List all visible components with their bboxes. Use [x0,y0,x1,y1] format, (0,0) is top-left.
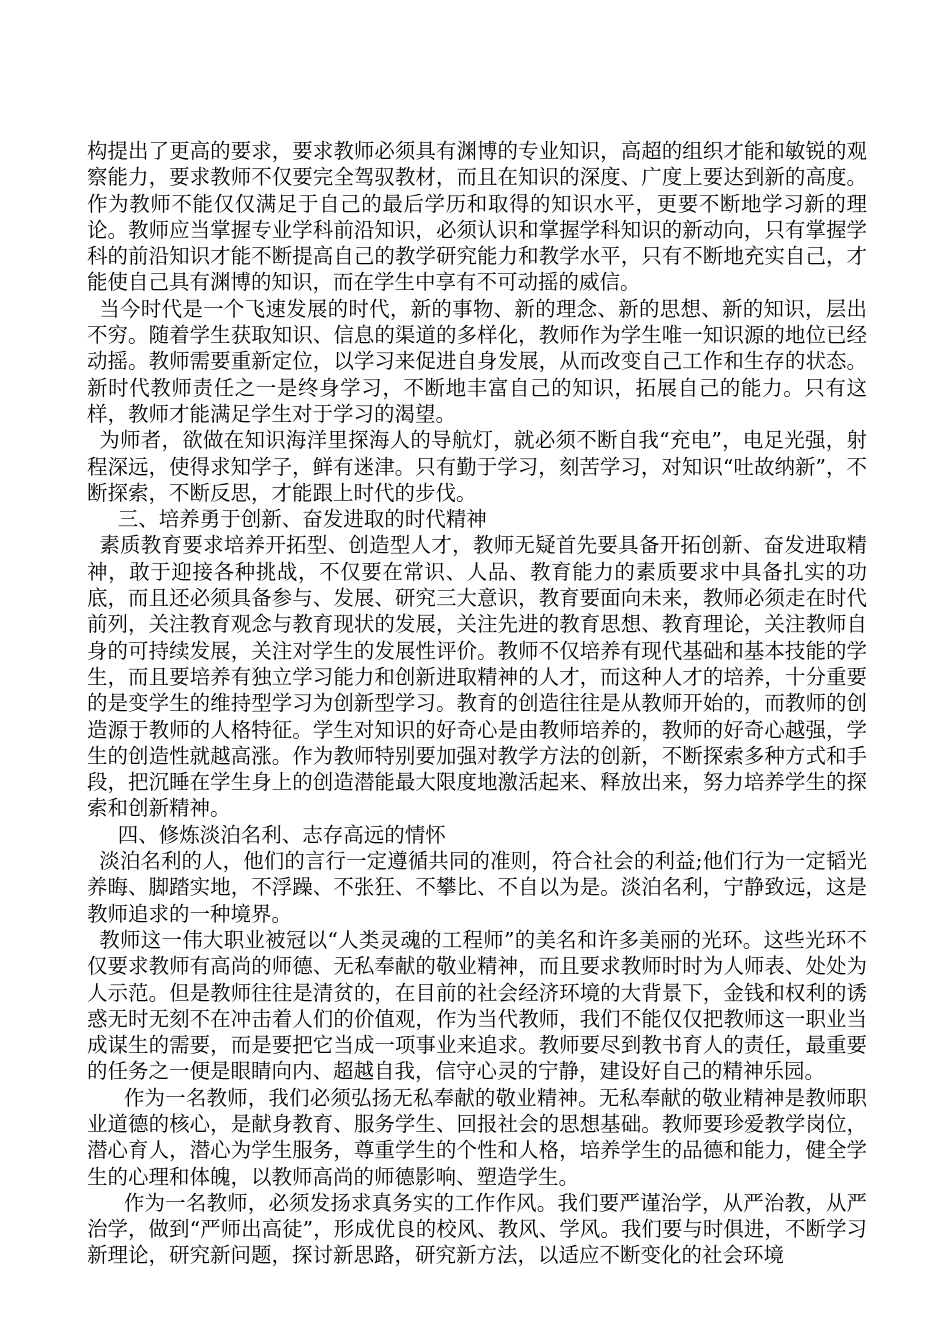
section-heading-indifference-to-fame: 四、修炼淡泊名利、志存高远的情怀 [117,822,446,847]
paragraph-pragmatic-work-style: 作为一名教师，必须发扬求真务实的工作作风。我们要严谨治学，从严治教，从严治学，做到“严师出高徒”，形成优良的校风、教风、学风。我们要与时俱进，不断学习新理论，研究新问题，探讨新思路，研究新方法，以适应不断变化的社会环境 [87,1190,867,1268]
paragraph-quality-education: 素质教育要求培养开拓型、创造型人才，教师无疑首先要具备开拓创新、奋发进取精神，敢于迎接各种挑战，不仅要在常识、人品、教育能力的素质要求中具备扎实的功底，而且还必须具备参与、发展、研究三大意识，教育要面向未来，教师必须走在时代前列，关注教育观念与教育现状的发展，关注先进的教育思想、教育理论，关注教师自身的可持续发展，关注对学生的发展性评价。教师不仅培养有现代基础和基本技能的学生，而且要培养有独立学习能力和创新进取精神的人才，而这种人才的培养，十分重要的是变学生的维持型学习为创新型学习。教育的创造往往是从教师开始的，而教师的创造源于教师的人格特征。学生对知识的好奇心是由教师培养的，教师的好奇心越强，学生的创造性就越高涨。作为教师特别要加强对教学方法的创新，不断探索多种方式和手段，把沉睡在学生身上的创造潜能最大限度地激活起来、释放出来，努力培养学生的探索和创新精神。 [87,533,867,821]
paragraph-self-recharge: 为师者，欲做在知识海洋里探海人的导航灯，就必须不断自我“充电”，电足光强，射程深远，使得求知学子，鲜有迷津。只有勤于学习，刻苦学习，对知识“吐故纳新”，不断探索，不断反思，才能跟上时代的步伐。 [87,428,867,505]
paragraph-indifference-to-fame: 淡泊名利的人，他们的言行一定遵循共同的准则，符合社会的利益;他们行为一定韬光养晦、脚踏实地，不浮躁、不张狂、不攀比、不自以为是。淡泊名利，宁静致远，这是教师追求的一种境界。 [87,849,867,926]
paragraph-selfless-dedication: 作为一名教师，我们必须弘扬无私奉献的敬业精神。无私奉献的敬业精神是教师职业道德的核心，是献身教育、服务学生、回报社会的思想基础。教师要珍爱教学岗位，潜心育人，潜心为学生服务，尊重学生的个性和人格，培养学生的品德和能力，健全学生的心理和体魄，以教师高尚的师德影响、塑造学生。 [87,1085,867,1189]
section-heading-innovation-spirit: 三、培养勇于创新、奋发进取的时代精神 [117,507,487,532]
document-body [87,138,867,1269]
paragraph-era-of-rapid-development: 当今时代是一个飞速发展的时代，新的事物、新的理念、新的思想、新的知识，层出不穷。随着学生获取知识、信息的渠道的多样化，教师作为学生唯一知识源的地位已经动摇。教师需要重新定位，以学习来促进自身发展，从而改变自己工作和生存的状态。新时代教师责任之一是终身学习，不断地丰富自己的知识，拓展自己的能力。只有这样，教师才能满足学生对于学习的渴望。 [87,296,867,426]
paragraph-engineer-of-souls: 教师这一伟大职业被冠以“人类灵魂的工程师”的美名和许多美丽的光环。这些光环不仅要求教师有高尚的师德、无私奉献的敬业精神，而且要求教师时时为人师表、处处为人示范。但是教师往往是清贫的，在目前的社会经济环境的大背景下，金钱和权利的诱惑无时无刻不在冲击着人们的价值观，作为当代教师，我们不能仅仅把教师这一职业当成谋生的需要，而是要把它当成一项事业来追求。教师要尽到教书育人的责任，最重要的任务之一便是眼睛向内、超越自我，信守心灵的宁静，建设好自己的精神乐园。 [87,927,867,1084]
paragraph-teacher-knowledge-requirements: 构提出了更高的要求，要求教师必须具有渊博的专业知识，高超的组织才能和敏锐的观察能力，要求教师不仅要完全驾驭教材，而且在知识的深度、广度上要达到新的高度。作为教师不能仅仅满足于自己的最后学历和取得的知识水平，更要不断地学习新的理论。教师应当掌握专业学科前沿知识，必须认识和掌握学科知识的新动向，只有掌握学科的前沿知识才能不断提高自己的教学研究能力和教学水平，只有不断地充实自己，才能使自己具有渊博的知识，而在学生中享有不可动摇的威信。 [87,139,867,295]
